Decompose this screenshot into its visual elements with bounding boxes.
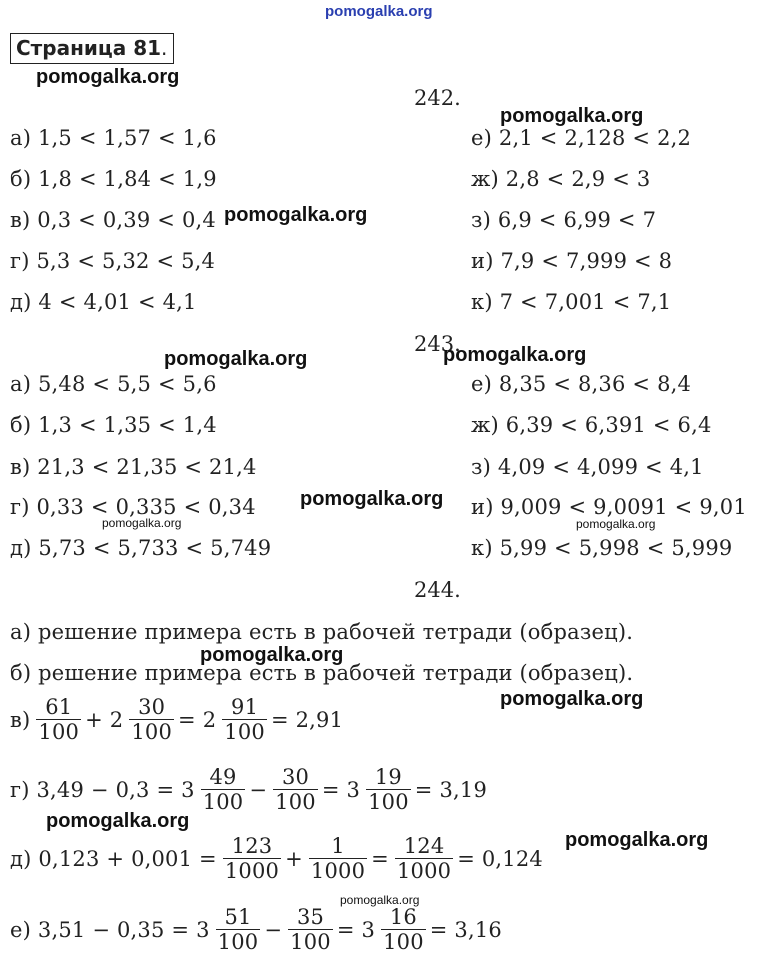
result: = 0,124	[457, 846, 543, 871]
equation-243-a: а) 5,48 < 5,5 < 5,6	[10, 372, 217, 396]
equation-242-g: г) 5,3 < 5,32 < 5,4	[10, 249, 216, 273]
text-244-a: а) решение примера есть в рабочей тетради (образец).	[10, 620, 634, 644]
expr-label: е) 3,51 − 0,35 = 3	[10, 917, 210, 942]
equation-242-zh: ж) 2,8 < 2,9 < 3	[471, 167, 651, 191]
watermark: pomogalka.org	[224, 204, 368, 226]
equation-242-b: б) 1,8 < 1,84 < 1,9	[10, 167, 217, 191]
fraction: $\frac{124}{1000}$	[396, 834, 452, 883]
expr-label: г) 3,49 − 0,3 = 3	[10, 777, 195, 802]
result: = 3,19	[414, 777, 488, 802]
operator: = 2	[178, 707, 217, 732]
equation-242-k: к) 7 < 7,001 < 7,1	[471, 290, 672, 314]
equation-243-z: з) 4,09 < 4,099 < 4,1	[471, 455, 704, 479]
problem-number-244: 244.	[414, 578, 461, 602]
operator: =	[371, 846, 389, 871]
watermark: pomogalka.org	[300, 488, 444, 510]
page-label-text: Страница 81	[16, 36, 162, 60]
watermark: pomogalka.org	[200, 644, 344, 666]
fraction: $\frac{35}{100}$	[290, 905, 331, 954]
fraction: $\frac{91}{100}$	[224, 695, 265, 744]
operator: = 3	[336, 917, 376, 942]
watermark: pomogalka.org	[443, 344, 587, 366]
operator: + 2	[85, 707, 124, 732]
equation-243-i: и) 9,009 < 9,0091 < 9,01	[471, 495, 747, 519]
watermark: pomogalka.org	[36, 66, 180, 88]
expression-244-e	[10, 906, 506, 953]
text-244-b: б) решение примера есть в рабочей тетради (образец).	[10, 661, 634, 685]
fraction: $\frac{16}{100}$	[383, 905, 424, 954]
fraction: $\frac{30}{100}$	[275, 765, 316, 814]
equation-243-v: в) 21,3 < 21,35 < 21,4	[10, 455, 257, 479]
equation-243-b: б) 1,3 < 1,35 < 1,4	[10, 413, 217, 437]
fraction: $\frac{49}{100}$	[202, 765, 244, 814]
expression-244-v	[10, 696, 347, 743]
problem-number-242: 242.	[414, 86, 461, 110]
top-watermark: pomogalka.org	[325, 3, 433, 20]
fraction: $\frac{30}{100}$	[131, 695, 173, 744]
result: = 2,91	[270, 707, 344, 732]
page-label	[10, 33, 174, 64]
operator: −	[264, 917, 283, 942]
expr-label: в)	[10, 707, 31, 732]
watermark: pomogalka.org	[500, 688, 644, 710]
watermark: pomogalka.org	[46, 810, 190, 832]
equation-242-v: в) 0,3 < 0,39 < 0,4	[10, 208, 216, 232]
equation-242-d: д) 4 < 4,01 < 4,1	[10, 290, 197, 314]
equation-243-k: к) 5,99 < 5,998 < 5,999	[471, 536, 733, 560]
operator: −	[249, 777, 268, 802]
equation-243-d: д) 5,73 < 5,733 < 5,749	[10, 536, 272, 560]
equation-243-g: г) 0,33 < 0,335 < 0,34	[10, 495, 256, 519]
equation-242-e: е) 2,1 < 2,128 < 2,2	[471, 126, 692, 150]
fraction: $\frac{51}{100}$	[217, 905, 259, 954]
fraction: $\frac{123}{1000}$	[224, 834, 280, 883]
equation-242-i: и) 7,9 < 7,999 < 8	[471, 249, 673, 273]
watermark: pomogalka.org	[500, 105, 644, 127]
fraction: $\frac{1}{1000}$	[310, 834, 366, 883]
equation-243-zh: ж) 6,39 < 6,391 < 6,4	[471, 413, 712, 437]
equation-242-z: з) 6,9 < 6,99 < 7	[471, 208, 657, 232]
watermark: pomogalka.org	[340, 893, 420, 907]
expression-244-d	[10, 835, 547, 882]
operator: +	[285, 846, 303, 871]
operator: = 3	[321, 777, 361, 802]
watermark: pomogalka.org	[576, 517, 656, 531]
result: = 3,16	[429, 917, 502, 942]
equation-242-a: а) 1,5 < 1,57 < 1,6	[10, 126, 217, 150]
watermark: pomogalka.org	[102, 516, 182, 530]
watermark: pomogalka.org	[565, 829, 709, 851]
expression-244-g	[10, 766, 491, 813]
page-label-dot: .	[161, 36, 168, 60]
problem-number-243: 243.	[414, 332, 461, 356]
expr-label: д) 0,123 + 0,001 =	[10, 846, 217, 871]
equation-243-e: е) 8,35 < 8,36 < 8,4	[471, 372, 692, 396]
watermark: pomogalka.org	[164, 348, 308, 370]
fraction: $\frac{19}{100}$	[368, 765, 409, 814]
fraction: $\frac{61}{100}$	[38, 695, 80, 744]
